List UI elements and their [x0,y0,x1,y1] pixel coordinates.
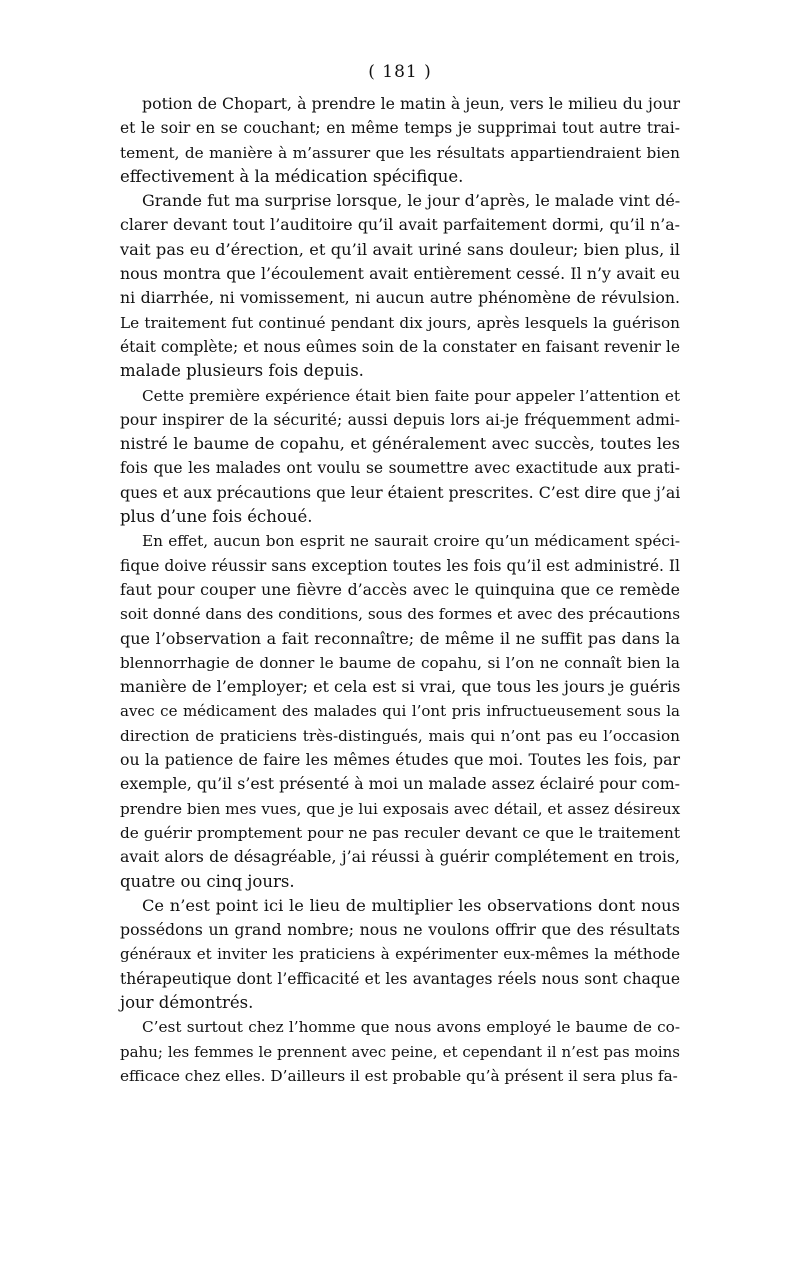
text-line: fique doive réussir sans exception toutes les fois qu’il est administré. Il [120,556,680,575]
text-line: Cette première expérience était bien faite pour appeler l’attention et [142,386,680,405]
text-line: fois que les malades ont voulu se soumettre avec exactitude aux prati- [120,459,680,478]
text-line: C’est surtout chez l’homme que nous avons employé le baume de co- [142,1018,680,1037]
text-line: exemple, qu’il s’est présenté à moi un malade assez éclairé pour com- [120,774,680,794]
text-line: pour inspirer de la sécurité; aussi depuis lors ai-je fréquemment admi- [120,410,680,429]
text-line: direction de praticiens très-distingués, mais qui n’ont pas eu l’occasion [120,726,680,745]
text-line: avec ce médicament des malades qui l’ont pris infructueusement sous la [120,702,680,721]
paragraph [120,189,680,383]
text-line: tement, de manière à m’assurer que les résultats appartiendraient bien [120,143,680,162]
text-line: prendre bien mes vues, que je lui exposais avec détail, et assez désireux [120,799,681,818]
paragraph [120,529,680,893]
text-line: plus d’une fois échoué. [120,507,313,527]
text-line: ques et aux précautions que leur étaient prescrites. C’est dire que j’ai [120,482,681,502]
text-line: Le traitement fut continué pendant dix jours, après lesquels la guérison [120,313,680,332]
text-line: jour démontrés. [120,992,254,1012]
text-line: faut pour couper une fièvre d’accès avec le quinquina que ce remède [120,579,680,599]
text-line: Grande fut ma surprise lorsque, le jour d’après, le malade vint dé- [142,191,681,211]
text-line: Ce n’est point ici le lieu de multiplier les observations dont nous [142,895,680,915]
text-line: généraux et inviter les praticiens à expérimenter eux-mêmes la méthode [120,945,680,964]
paragraph [120,1015,680,1088]
text-line: possédons un grand nombre; nous ne voulons offrir que des résultats [120,920,680,940]
text-line: quatre ou cinq jours. [120,871,295,891]
text-line: ou la patience de faire les mêmes études que moi. Toutes les fois, par [120,750,680,770]
paragraph [120,92,680,189]
text-line: nous montra que l’écoulement avait entièrement cessé. Il n’y avait eu [120,264,680,284]
text-line: vait pas eu d’érection, et qu’il avait uriné sans douleur; bien plus, il [120,239,680,259]
text-line: thérapeutique dont l’efficacité et les avantages réels nous sont chaque [120,969,680,988]
text-line: que l’observation a fait reconnaître; de même il ne suffit pas dans la [120,628,680,648]
text-line: et le soir en se couchant; en même temps je supprimai tout autre trai- [120,119,680,138]
text-line: nistré le baume de copahu, et généralement avec succès, toutes les [120,434,680,454]
page-number: ( 181 ) [368,62,432,82]
text-line: En effet, aucun bon esprit ne saurait croire qu’un médicament spéci- [142,532,680,551]
text-line: de guérir promptement pour ne pas reculer devant ce que le traitement [120,823,680,842]
text-line: malade plusieurs fois depuis. [120,361,364,381]
text-line: ni diarrhée, ni vomissement, ni aucun autre phénomène de révulsion. [120,288,680,308]
text-line: manière de l’employer; et cela est si vrai, que tous les jours je guéris [120,677,681,697]
text-line: était complète; et nous eûmes soin de la constater en faisant revenir le [120,337,680,356]
text-line: effectivement à la médication spécifique. [120,166,464,186]
text-line: blennorrhagie de donner le baume de copahu, si l’on ne connaît bien la [120,653,680,672]
text-line: soit donné dans des conditions, sous des formes et avec des précautions [120,605,681,624]
text-line: efficace chez elles. D’ailleurs il est probable qu’à présent il sera plus fa- [120,1066,678,1085]
text-line: pahu; les femmes le prennent avec peine, et cependant il n’est pas moins [120,1042,680,1061]
paragraph [120,894,680,1015]
text-line: potion de Chopart, à prendre le matin à jeun, vers le milieu du jour [142,94,680,113]
text-line: avait alors de désagréable, j’ai réussi à guérir complétement en trois, [120,847,680,867]
text-line: clarer devant tout l’auditoire qu’il avait parfaitement dormi, qu’il n’a- [120,215,680,235]
paragraph [120,384,680,530]
body-text [120,92,680,1088]
